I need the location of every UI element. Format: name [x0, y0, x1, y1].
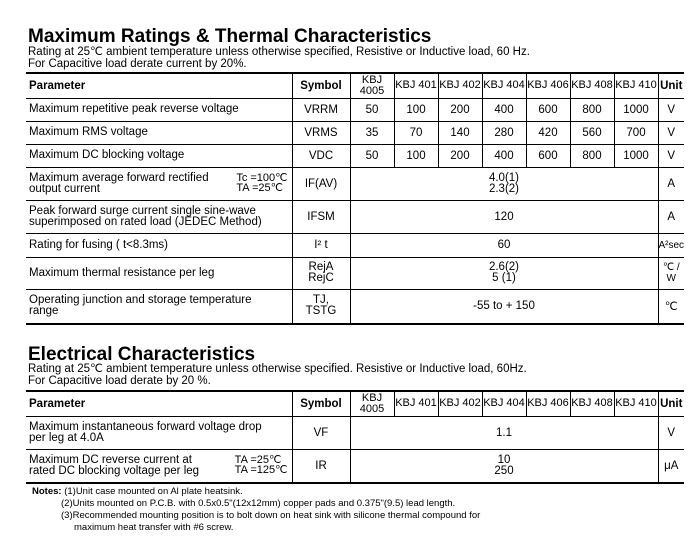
row-symbol: VF [292, 416, 350, 449]
table-row [26, 144, 684, 167]
header-part: KBJ 408 [570, 391, 614, 416]
row-unit: ℃ [658, 289, 684, 324]
parameter-line: superimposed on rated load (JEDEC Method) [29, 215, 262, 228]
header-symbol: Symbol [292, 73, 350, 98]
row-parameter: Maximum repetitive peak reverse voltage [26, 98, 292, 121]
ratings-title: Maximum Ratings & Thermal Characteristics [28, 26, 432, 47]
row-parameter: Maximum DC blocking voltage [26, 144, 292, 167]
parameter-line: range [29, 305, 59, 318]
row-symbol [292, 257, 350, 289]
row-value: 700 [614, 121, 658, 144]
row-symbol: IR [292, 449, 350, 483]
electrical-note-2: For Capacitive load derate by 20 %. [28, 375, 211, 387]
parameter-line: output current [29, 182, 100, 195]
header-part: KBJ 410 [614, 73, 658, 98]
row-value: 35 [350, 121, 394, 144]
row-symbol: I² t [292, 233, 350, 257]
ratings-table [26, 72, 684, 325]
condition: Tc =100℃ [236, 171, 288, 184]
header-symbol: Symbol [292, 391, 350, 416]
row-parameter [26, 167, 292, 200]
parameter-line: rated DC blocking voltage per leg [29, 464, 200, 477]
note-line: maximum heat transfer with #6 screw. [74, 522, 234, 533]
row-value-merged [350, 449, 658, 483]
table-row [26, 449, 684, 483]
header-part: KBJ 401 [394, 391, 438, 416]
row-unit: V [658, 144, 684, 167]
row-value: 140 [438, 121, 482, 144]
notes-heading: Notes: [32, 486, 62, 497]
note-line [32, 486, 480, 498]
row-parameter: Maximum thermal resistance per leg [26, 257, 292, 289]
row-value: 560 [570, 121, 614, 144]
row-symbol: IFSM [292, 200, 350, 233]
symbol-line: RejA [308, 261, 334, 273]
note-text: (1)Unit case mounted on Al plate heatsink. [64, 486, 243, 497]
table-row [26, 416, 684, 449]
footnotes [32, 486, 480, 534]
row-symbol: IF(AV) [292, 167, 350, 200]
row-conditions [236, 173, 291, 193]
header-parameter: Parameter [26, 391, 292, 416]
row-value: 600 [526, 144, 570, 167]
header-part: KBJ 404 [482, 391, 526, 416]
row-unit: A [658, 167, 684, 200]
value-line: 4.0(1) [488, 171, 520, 184]
note-line: (3)Recommended mounting position is to bolt down on heat sink with silicone thermal compound for [61, 510, 481, 521]
electrical-header-row [26, 391, 684, 416]
row-value-merged [350, 167, 658, 200]
row-unit: A²sec [658, 233, 684, 257]
row-value: 420 [526, 121, 570, 144]
header-unit: Unit [658, 391, 684, 416]
electrical-title: Electrical Characteristics [28, 344, 256, 365]
row-parameter [26, 416, 292, 449]
row-unit: ℃ / W [658, 257, 684, 289]
header-part: KBJ 410 [614, 391, 658, 416]
row-symbol [292, 289, 350, 324]
table-row [26, 121, 684, 144]
row-parameter [26, 289, 292, 324]
row-parameter: Rating for fusing ( t<8.3ms) [26, 233, 292, 257]
row-value: 70 [394, 121, 438, 144]
value-line: 250 [494, 464, 514, 477]
parameter-line: Operating junction and storage temperature [29, 294, 252, 307]
header-part: KBJ 408 [570, 73, 614, 98]
electrical-note-1: Rating at 25℃ ambient temperature unless otherwise specified. Resistive or Inductive load, 60Hz. [28, 363, 527, 375]
value-line: 5 (1) [492, 272, 516, 284]
row-symbol: VDC [292, 144, 350, 167]
row-value: 400 [482, 144, 526, 167]
value-line: 2.6(2) [488, 261, 520, 273]
row-symbol: VRRM [292, 98, 350, 121]
row-value-merged: 60 [350, 233, 658, 257]
row-value: 100 [394, 144, 438, 167]
condition: TA =125℃ [234, 463, 288, 476]
table-row [26, 289, 684, 324]
row-symbol: VRMS [292, 121, 350, 144]
value-line: 2.3(2) [488, 182, 520, 195]
row-unit: A [658, 200, 684, 233]
table-row [26, 98, 684, 121]
row-unit: V [658, 416, 684, 449]
note-line: (2)Units mounted on P.C.B. with 0.5x0.5"(12x12mm) copper pads and 0.375"(9.5) lead length. [61, 498, 456, 509]
electrical-table [26, 390, 684, 484]
row-value: 1000 [614, 144, 658, 167]
row-parameter [26, 200, 292, 233]
value-line: 10 [497, 453, 511, 466]
symbol-line: RejC [308, 272, 334, 284]
header-part: KBJ 404 [482, 73, 526, 98]
row-parameter [26, 449, 292, 483]
row-value-merged: 1.1 [350, 416, 658, 449]
row-parameter: Maximum RMS voltage [26, 121, 292, 144]
header-part: KBJ 401 [394, 73, 438, 98]
symbol-line: TSTG [305, 305, 337, 318]
ratings-header-row [26, 73, 684, 98]
table-row [26, 257, 684, 289]
header-unit: Unit [658, 73, 684, 98]
table-row [26, 167, 684, 200]
row-value: 100 [394, 98, 438, 121]
row-value: 400 [482, 98, 526, 121]
row-value: 200 [438, 144, 482, 167]
row-value-merged: 120 [350, 200, 658, 233]
parameter-line: Maximum DC reverse current at [29, 453, 192, 466]
header-part: KBJ 4005 [350, 73, 394, 98]
header-part: KBJ 402 [438, 73, 482, 98]
parameter-line: per leg at 4.0A [29, 431, 104, 444]
table-row [26, 200, 684, 233]
table-row [26, 233, 684, 257]
condition: TA =25℃ [234, 453, 282, 466]
row-value: 800 [570, 98, 614, 121]
header-part: KBJ 4005 [350, 391, 394, 416]
row-value: 1000 [614, 98, 658, 121]
row-value-merged [350, 257, 658, 289]
symbol-line: TJ, [313, 294, 329, 307]
row-value: 800 [570, 144, 614, 167]
row-value: 50 [350, 144, 394, 167]
header-part: KBJ 406 [526, 73, 570, 98]
row-unit: μA [658, 449, 684, 483]
parameter-line: Peak forward surge current single sine-wave [29, 204, 256, 217]
ratings-note-1: Rating at 25℃ ambient temperature unless otherwise specified, Resistive or Inductive load, 60 Hz. [28, 46, 530, 58]
header-parameter: Parameter [26, 73, 292, 98]
row-value: 280 [482, 121, 526, 144]
row-value-merged: -55 to + 150 [350, 289, 658, 324]
row-value: 600 [526, 98, 570, 121]
header-part: KBJ 406 [526, 391, 570, 416]
ratings-note-2: For Capacitive load derate current by 20%. [28, 58, 247, 70]
parameter-line: Maximum average forward rectified [29, 171, 209, 184]
row-unit: V [658, 98, 684, 121]
row-conditions [235, 455, 292, 475]
row-value: 50 [350, 98, 394, 121]
row-unit: V [658, 121, 684, 144]
row-value: 200 [438, 98, 482, 121]
condition: TA =25℃ [236, 181, 284, 194]
parameter-line: Maximum instantaneous forward voltage drop [29, 420, 262, 433]
header-part: KBJ 402 [438, 391, 482, 416]
